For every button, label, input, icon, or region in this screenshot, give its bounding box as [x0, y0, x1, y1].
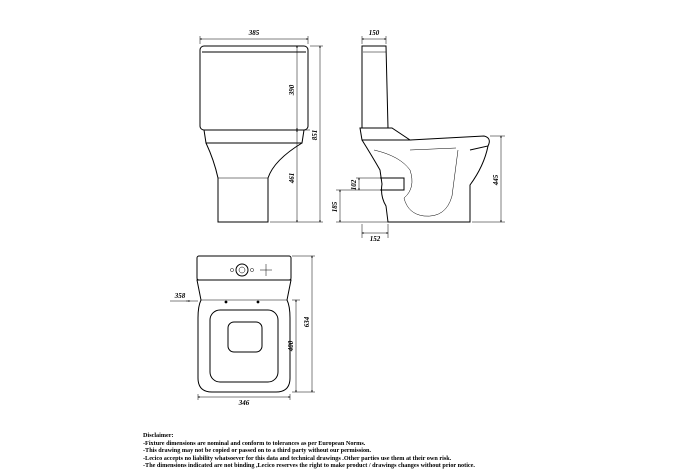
side-trapway — [374, 150, 458, 216]
dim-tank-height: 390 — [288, 84, 296, 96]
disclaimer-line: -The dimensions indicated are not binding ,Lecico reserves the right to make product / drawings changes without prior notice. — [143, 462, 475, 470]
side-outlet — [380, 178, 404, 190]
front-view — [200, 29, 323, 222]
dim-total-height: 851 — [311, 129, 319, 141]
fixing-cross-icon — [260, 264, 272, 276]
dim-front-width: 385 — [248, 29, 260, 37]
disclaimer — [143, 432, 663, 470]
dim-bowl-height: 461 — [288, 172, 296, 184]
dim-bowl-length: 400 — [287, 340, 295, 352]
disclaimer-line: -Fixture dimensions are nominal and conform to tolerances as per European Norms. — [143, 439, 366, 447]
flush-button-icon — [236, 264, 248, 276]
side-tank — [362, 46, 388, 128]
dim-side-height: 445 — [492, 174, 500, 186]
top-water-well — [228, 322, 262, 352]
top-view — [170, 256, 315, 407]
disclaimer-line: -This drawing may not be copied or passed on to a third party without our permission. — [143, 447, 372, 455]
top-bowl — [197, 280, 291, 392]
dim-outlet-center: 102 — [350, 179, 358, 191]
dim-tank-depth: 150 — [368, 29, 380, 37]
disclaimer-title: Disclaimer: — [143, 432, 174, 439]
disclaimer-line: -Lecico accepts no liability whatsoever for this data and technical drawings .Other parties use them at their own risk. — [143, 454, 452, 462]
dim-total-length: 634 — [303, 316, 311, 328]
side-rim — [410, 136, 489, 150]
side-view — [331, 29, 505, 243]
dim-outlet-offset: 152 — [369, 235, 381, 243]
top-bowl-opening — [210, 310, 278, 382]
side-bowl — [362, 140, 488, 222]
dim-top-offset: 358 — [174, 292, 186, 300]
front-connector — [204, 130, 304, 143]
dim-bowl-width: 346 — [238, 399, 250, 407]
side-connector — [360, 128, 410, 140]
dim-outlet-height: 185 — [331, 201, 339, 213]
